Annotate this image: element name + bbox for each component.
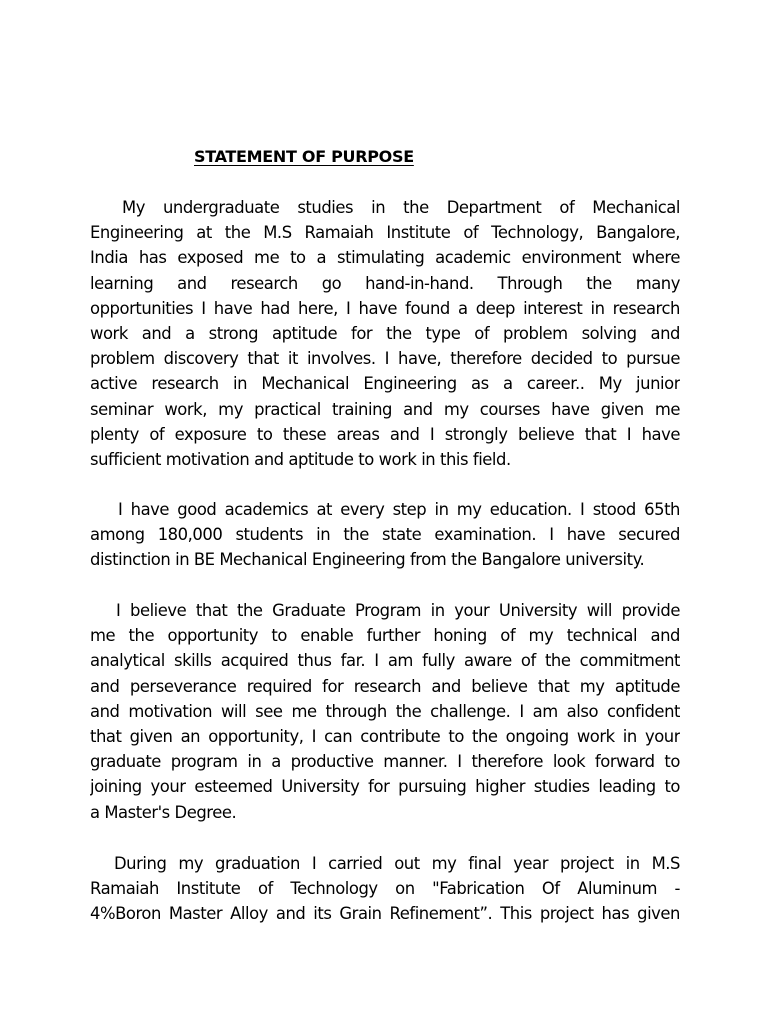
paragraph-line: I have good academics at every step in my education. I stood 65th [118, 500, 680, 519]
paragraph-line: My undergraduate studies in the Department of Mechanical [122, 198, 680, 217]
paragraph-line: work and a strong aptitude for the type of problem solving and [90, 323, 680, 343]
paragraph-line: plenty of exposure to these areas and I strongly believe that I have [90, 424, 680, 444]
paragraph-academics [90, 497, 680, 573]
paragraph-line: 4%Boron Master Alloy and its Grain Refinement”. This project has given [90, 904, 680, 924]
paragraph-line: seminar work, my practical training and my courses have given me [90, 399, 680, 419]
paragraph-undergraduate-studies [90, 195, 680, 472]
paragraph-line: opportunities I have had here, I have found a deep interest in research [90, 298, 680, 318]
paragraph-line: Ramaiah Institute of Technology on "Fabrication Of Aluminum - [90, 879, 680, 899]
paragraph-final-year-project [90, 851, 680, 927]
paragraph-line: active research in Mechanical Engineering as a career.. My junior [90, 374, 680, 394]
paragraph-line: graduate program in a productive manner. I therefore look forward to [90, 752, 680, 772]
paragraph-graduate-program [90, 598, 680, 825]
paragraph-line: among 180,000 students in the state examination. I have secured [90, 525, 680, 545]
document-title: STATEMENT OF PURPOSE [194, 147, 414, 166]
paragraph-line: distinction in BE Mechanical Engineering from the Bangalore university. [90, 550, 645, 570]
paragraph-line: I believe that the Graduate Program in your University will provide [116, 601, 680, 620]
paragraph-line: sufficient motivation and aptitude to work in this field. [90, 449, 511, 469]
paragraph-line: that given an opportunity, I can contribute to the ongoing work in your [90, 726, 680, 746]
paragraph-line: learning and research go hand-in-hand. Through the many [90, 273, 680, 293]
paragraph-line: and motivation will see me through the challenge. I am also confident [90, 701, 680, 721]
paragraph-line: problem discovery that it involves. I have, therefore decided to pursue [90, 349, 680, 369]
paragraph-line: Engineering at the M.S Ramaiah Institute of Technology, Bangalore, [90, 223, 680, 243]
paragraph-line: a Master's Degree. [90, 802, 237, 822]
paragraph-line: and perseverance required for research and believe that my aptitude [90, 676, 680, 696]
paragraph-line: me the opportunity to enable further honing of my technical and [90, 626, 680, 646]
paragraph-line: analytical skills acquired thus far. I am fully aware of the commitment [90, 651, 680, 671]
paragraph-line: During my graduation I carried out my final year project in M.S [114, 854, 680, 873]
paragraph-line: joining your esteemed University for pursuing higher studies leading to [90, 777, 680, 797]
paragraph-line: India has exposed me to a stimulating academic environment where [90, 248, 680, 268]
